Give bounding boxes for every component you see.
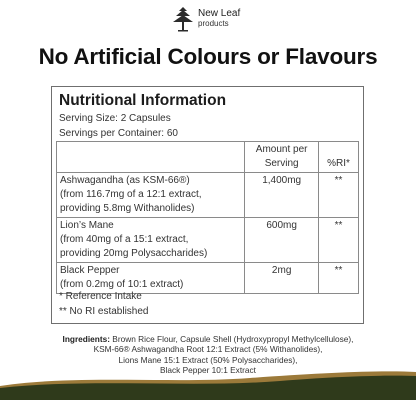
footnotes — [59, 290, 149, 319]
ingredients-label: Ingredients: — [62, 334, 110, 344]
table-row — [57, 263, 359, 294]
footnote: ** No RI established — [59, 305, 149, 317]
serving-size: Serving Size: 2 Capsules — [59, 113, 171, 124]
ingredient-line: providing 20mg Polysaccharides) — [60, 248, 208, 259]
brand-logo — [0, 6, 416, 32]
ri-cell: ** — [319, 263, 359, 294]
ri-cell: ** — [319, 218, 359, 263]
col-header-ingredient — [57, 142, 245, 173]
amount-cell: 2mg — [245, 263, 319, 294]
ingredient-cell — [57, 218, 245, 263]
ingredients-line: Black Pepper 10:1 Extract — [160, 364, 256, 375]
ingredient-line: Ashwagandha (as KSM-66®) — [60, 175, 190, 186]
brand-name-block — [198, 9, 240, 28]
ingredients-line: Lions Mane 15:1 Extract (50% Polysaccharides), — [118, 354, 298, 365]
ingredient-line: Lion’s Mane — [60, 220, 114, 231]
table-row — [57, 218, 359, 263]
ingredient-line: providing 5.8mg Withanolides) — [60, 203, 195, 214]
panel-title: Nutritional Information — [59, 92, 227, 109]
ingredients-line: KSM-66® Ashwagandha Root 12:1 Extract (5% Withanolides), — [93, 344, 323, 355]
ingredient-line: Black Pepper — [60, 265, 120, 276]
tree-icon — [172, 6, 194, 32]
ingredient-cell — [57, 263, 245, 294]
hill-front — [0, 376, 416, 400]
servings-per-container: Servings per Container: 60 — [59, 128, 178, 139]
hills-decoration — [0, 364, 416, 400]
ingredient-line: (from 116.7mg of a 12:1 extract, — [60, 189, 202, 200]
ingredient-line: (from 0.2mg of 10:1 extract) — [60, 279, 184, 290]
footnote: * Reference Intake — [59, 291, 142, 302]
table-header-row — [57, 142, 359, 173]
nutrition-table — [56, 141, 359, 294]
col-header-ri: %RI* — [319, 142, 359, 173]
nutrition-panel — [51, 86, 364, 324]
ingredients-text: Brown Rice Flour, Capsule Shell (Hydroxypropyl Methylcellulose), — [110, 334, 354, 344]
table-row — [57, 173, 359, 218]
brand-name: New Leaf — [198, 8, 241, 19]
col-header-amount: Amount per Serving — [245, 142, 319, 173]
brand-sub: products — [198, 19, 229, 28]
amount-cell: 1,400mg — [245, 173, 319, 218]
ingredient-cell — [57, 173, 245, 218]
ingredients-line — [30, 334, 386, 344]
page-headline: No Artificial Colours or Flavours — [38, 44, 378, 69]
amount-cell: 600mg — [245, 218, 319, 263]
ri-cell: ** — [319, 173, 359, 218]
ingredient-line: (from 40mg of a 15:1 extract, — [60, 234, 189, 245]
